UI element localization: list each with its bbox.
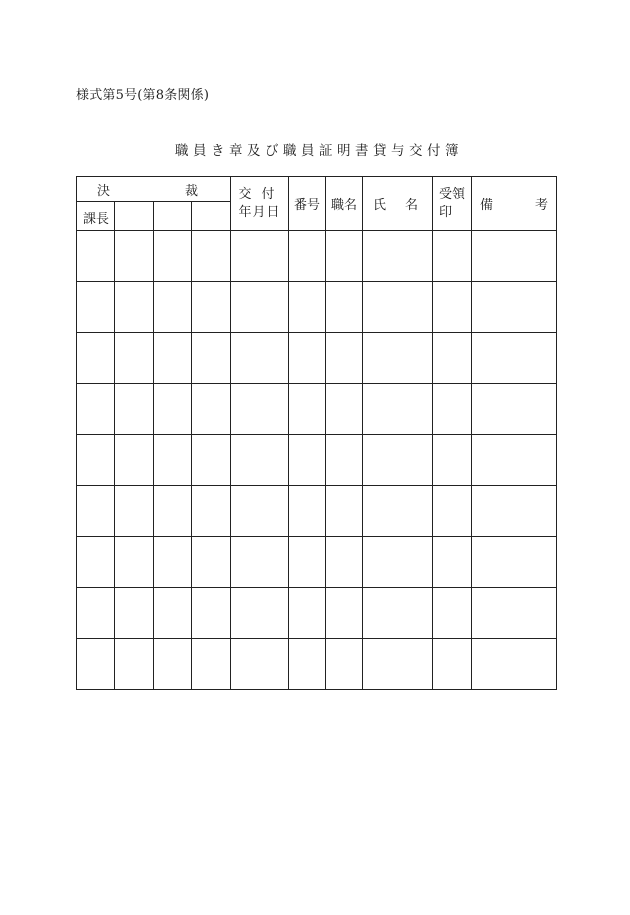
header-remarks bbox=[472, 177, 557, 231]
cell-issue-date[interactable] bbox=[231, 435, 289, 486]
cell-approver-2[interactable] bbox=[115, 384, 154, 435]
table-row bbox=[77, 435, 557, 486]
cell-section-chief[interactable] bbox=[77, 588, 115, 639]
header-name bbox=[363, 177, 433, 231]
cell-position[interactable] bbox=[326, 588, 363, 639]
cell-section-chief[interactable] bbox=[77, 537, 115, 588]
cell-approver-4[interactable] bbox=[192, 231, 231, 282]
cell-approver-2[interactable] bbox=[115, 486, 154, 537]
cell-receipt-seal[interactable] bbox=[433, 231, 472, 282]
cell-remarks[interactable] bbox=[472, 384, 557, 435]
cell-approver-4[interactable] bbox=[192, 639, 231, 690]
cell-position[interactable] bbox=[326, 639, 363, 690]
header-position: 職名 bbox=[326, 177, 363, 231]
register-table bbox=[76, 176, 557, 690]
cell-approver-3[interactable] bbox=[154, 333, 192, 384]
cell-remarks[interactable] bbox=[472, 588, 557, 639]
cell-approver-3[interactable] bbox=[154, 486, 192, 537]
cell-number[interactable] bbox=[289, 231, 326, 282]
cell-section-chief[interactable] bbox=[77, 639, 115, 690]
cell-remarks[interactable] bbox=[472, 333, 557, 384]
cell-approver-2[interactable] bbox=[115, 231, 154, 282]
table-row bbox=[77, 639, 557, 690]
cell-name[interactable] bbox=[363, 639, 433, 690]
cell-number[interactable] bbox=[289, 435, 326, 486]
cell-name[interactable] bbox=[363, 282, 433, 333]
cell-section-chief[interactable] bbox=[77, 435, 115, 486]
cell-approver-2[interactable] bbox=[115, 435, 154, 486]
cell-number[interactable] bbox=[289, 639, 326, 690]
cell-position[interactable] bbox=[326, 282, 363, 333]
cell-number[interactable] bbox=[289, 384, 326, 435]
cell-receipt-seal[interactable] bbox=[433, 537, 472, 588]
header-issue-date bbox=[231, 177, 289, 231]
table-row bbox=[77, 231, 557, 282]
cell-remarks[interactable] bbox=[472, 486, 557, 537]
cell-receipt-seal[interactable] bbox=[433, 486, 472, 537]
cell-receipt-seal[interactable] bbox=[433, 282, 472, 333]
cell-approver-2[interactable] bbox=[115, 333, 154, 384]
header-receipt-seal bbox=[433, 177, 472, 231]
cell-approver-2[interactable] bbox=[115, 537, 154, 588]
table-row bbox=[77, 486, 557, 537]
cell-remarks[interactable] bbox=[472, 231, 557, 282]
cell-number[interactable] bbox=[289, 333, 326, 384]
cell-approver-4[interactable] bbox=[192, 435, 231, 486]
cell-issue-date[interactable] bbox=[231, 231, 289, 282]
cell-position[interactable] bbox=[326, 486, 363, 537]
register-body bbox=[77, 231, 557, 690]
cell-position[interactable] bbox=[326, 333, 363, 384]
header-name-char-2: 名 bbox=[405, 198, 419, 213]
cell-approver-4[interactable] bbox=[192, 537, 231, 588]
cell-approver-4[interactable] bbox=[192, 588, 231, 639]
table-row bbox=[77, 537, 557, 588]
header-issue-date-line1: 交付 bbox=[238, 186, 285, 202]
cell-remarks[interactable] bbox=[472, 282, 557, 333]
cell-approver-3[interactable] bbox=[154, 537, 192, 588]
cell-name[interactable] bbox=[363, 231, 433, 282]
cell-receipt-seal[interactable] bbox=[433, 588, 472, 639]
header-approver-4 bbox=[192, 202, 231, 231]
header-approval bbox=[77, 177, 231, 202]
cell-position[interactable] bbox=[326, 384, 363, 435]
cell-approver-4[interactable] bbox=[192, 282, 231, 333]
cell-name[interactable] bbox=[363, 588, 433, 639]
cell-position[interactable] bbox=[326, 435, 363, 486]
cell-issue-date[interactable] bbox=[231, 486, 289, 537]
cell-number[interactable] bbox=[289, 537, 326, 588]
cell-approver-3[interactable] bbox=[154, 231, 192, 282]
cell-issue-date[interactable] bbox=[231, 384, 289, 435]
header-remarks-char-1: 備 bbox=[480, 198, 494, 213]
cell-remarks[interactable] bbox=[472, 435, 557, 486]
table-row bbox=[77, 384, 557, 435]
cell-remarks[interactable] bbox=[472, 537, 557, 588]
cell-approver-3[interactable] bbox=[154, 435, 192, 486]
header-approval-char-2: 裁 bbox=[185, 183, 199, 199]
cell-receipt-seal[interactable] bbox=[433, 435, 472, 486]
cell-section-chief[interactable] bbox=[77, 282, 115, 333]
cell-receipt-seal[interactable] bbox=[433, 639, 472, 690]
cell-section-chief[interactable] bbox=[77, 231, 115, 282]
cell-approver-4[interactable] bbox=[192, 384, 231, 435]
header-number: 番号 bbox=[289, 177, 326, 231]
cell-approver-4[interactable] bbox=[192, 486, 231, 537]
header-issue-date-line2: 年月日 bbox=[238, 204, 281, 220]
cell-name[interactable] bbox=[363, 333, 433, 384]
header-receipt-seal-line1: 受領 bbox=[439, 186, 466, 202]
cell-position[interactable] bbox=[326, 231, 363, 282]
cell-issue-date[interactable] bbox=[231, 639, 289, 690]
cell-approver-3[interactable] bbox=[154, 588, 192, 639]
header-approver-2 bbox=[115, 202, 154, 231]
cell-section-chief[interactable] bbox=[77, 333, 115, 384]
cell-name[interactable] bbox=[363, 435, 433, 486]
cell-issue-date[interactable] bbox=[231, 333, 289, 384]
header-approval-char-1: 決 bbox=[97, 183, 111, 199]
cell-approver-4[interactable] bbox=[192, 333, 231, 384]
cell-approver-3[interactable] bbox=[154, 384, 192, 435]
cell-section-chief[interactable] bbox=[77, 384, 115, 435]
cell-receipt-seal[interactable] bbox=[433, 384, 472, 435]
cell-number[interactable] bbox=[289, 486, 326, 537]
cell-receipt-seal[interactable] bbox=[433, 333, 472, 384]
cell-remarks[interactable] bbox=[472, 639, 557, 690]
header-name-char-1: 氏 bbox=[373, 198, 387, 213]
table-row bbox=[77, 333, 557, 384]
cell-issue-date[interactable] bbox=[231, 588, 289, 639]
cell-approver-3[interactable] bbox=[154, 639, 192, 690]
cell-approver-2[interactable] bbox=[115, 282, 154, 333]
cell-position[interactable] bbox=[326, 537, 363, 588]
form-number: 様式第5号(第8条関係) bbox=[76, 88, 210, 103]
cell-name[interactable] bbox=[363, 537, 433, 588]
header-receipt-seal-line2: 印 bbox=[439, 204, 453, 220]
header-approver-3 bbox=[154, 202, 192, 231]
cell-name[interactable] bbox=[363, 486, 433, 537]
cell-section-chief[interactable] bbox=[77, 486, 115, 537]
cell-name[interactable] bbox=[363, 384, 433, 435]
cell-number[interactable] bbox=[289, 588, 326, 639]
document-title: 職員き章及び職員証明書貸与交付簿 bbox=[175, 143, 463, 159]
cell-issue-date[interactable] bbox=[231, 282, 289, 333]
table-row bbox=[77, 588, 557, 639]
cell-approver-2[interactable] bbox=[115, 639, 154, 690]
cell-approver-3[interactable] bbox=[154, 282, 192, 333]
cell-approver-2[interactable] bbox=[115, 588, 154, 639]
table-row bbox=[77, 282, 557, 333]
header-remarks-char-2: 考 bbox=[535, 198, 549, 213]
cell-issue-date[interactable] bbox=[231, 537, 289, 588]
header-section-chief: 課長 bbox=[77, 202, 115, 231]
cell-number[interactable] bbox=[289, 282, 326, 333]
